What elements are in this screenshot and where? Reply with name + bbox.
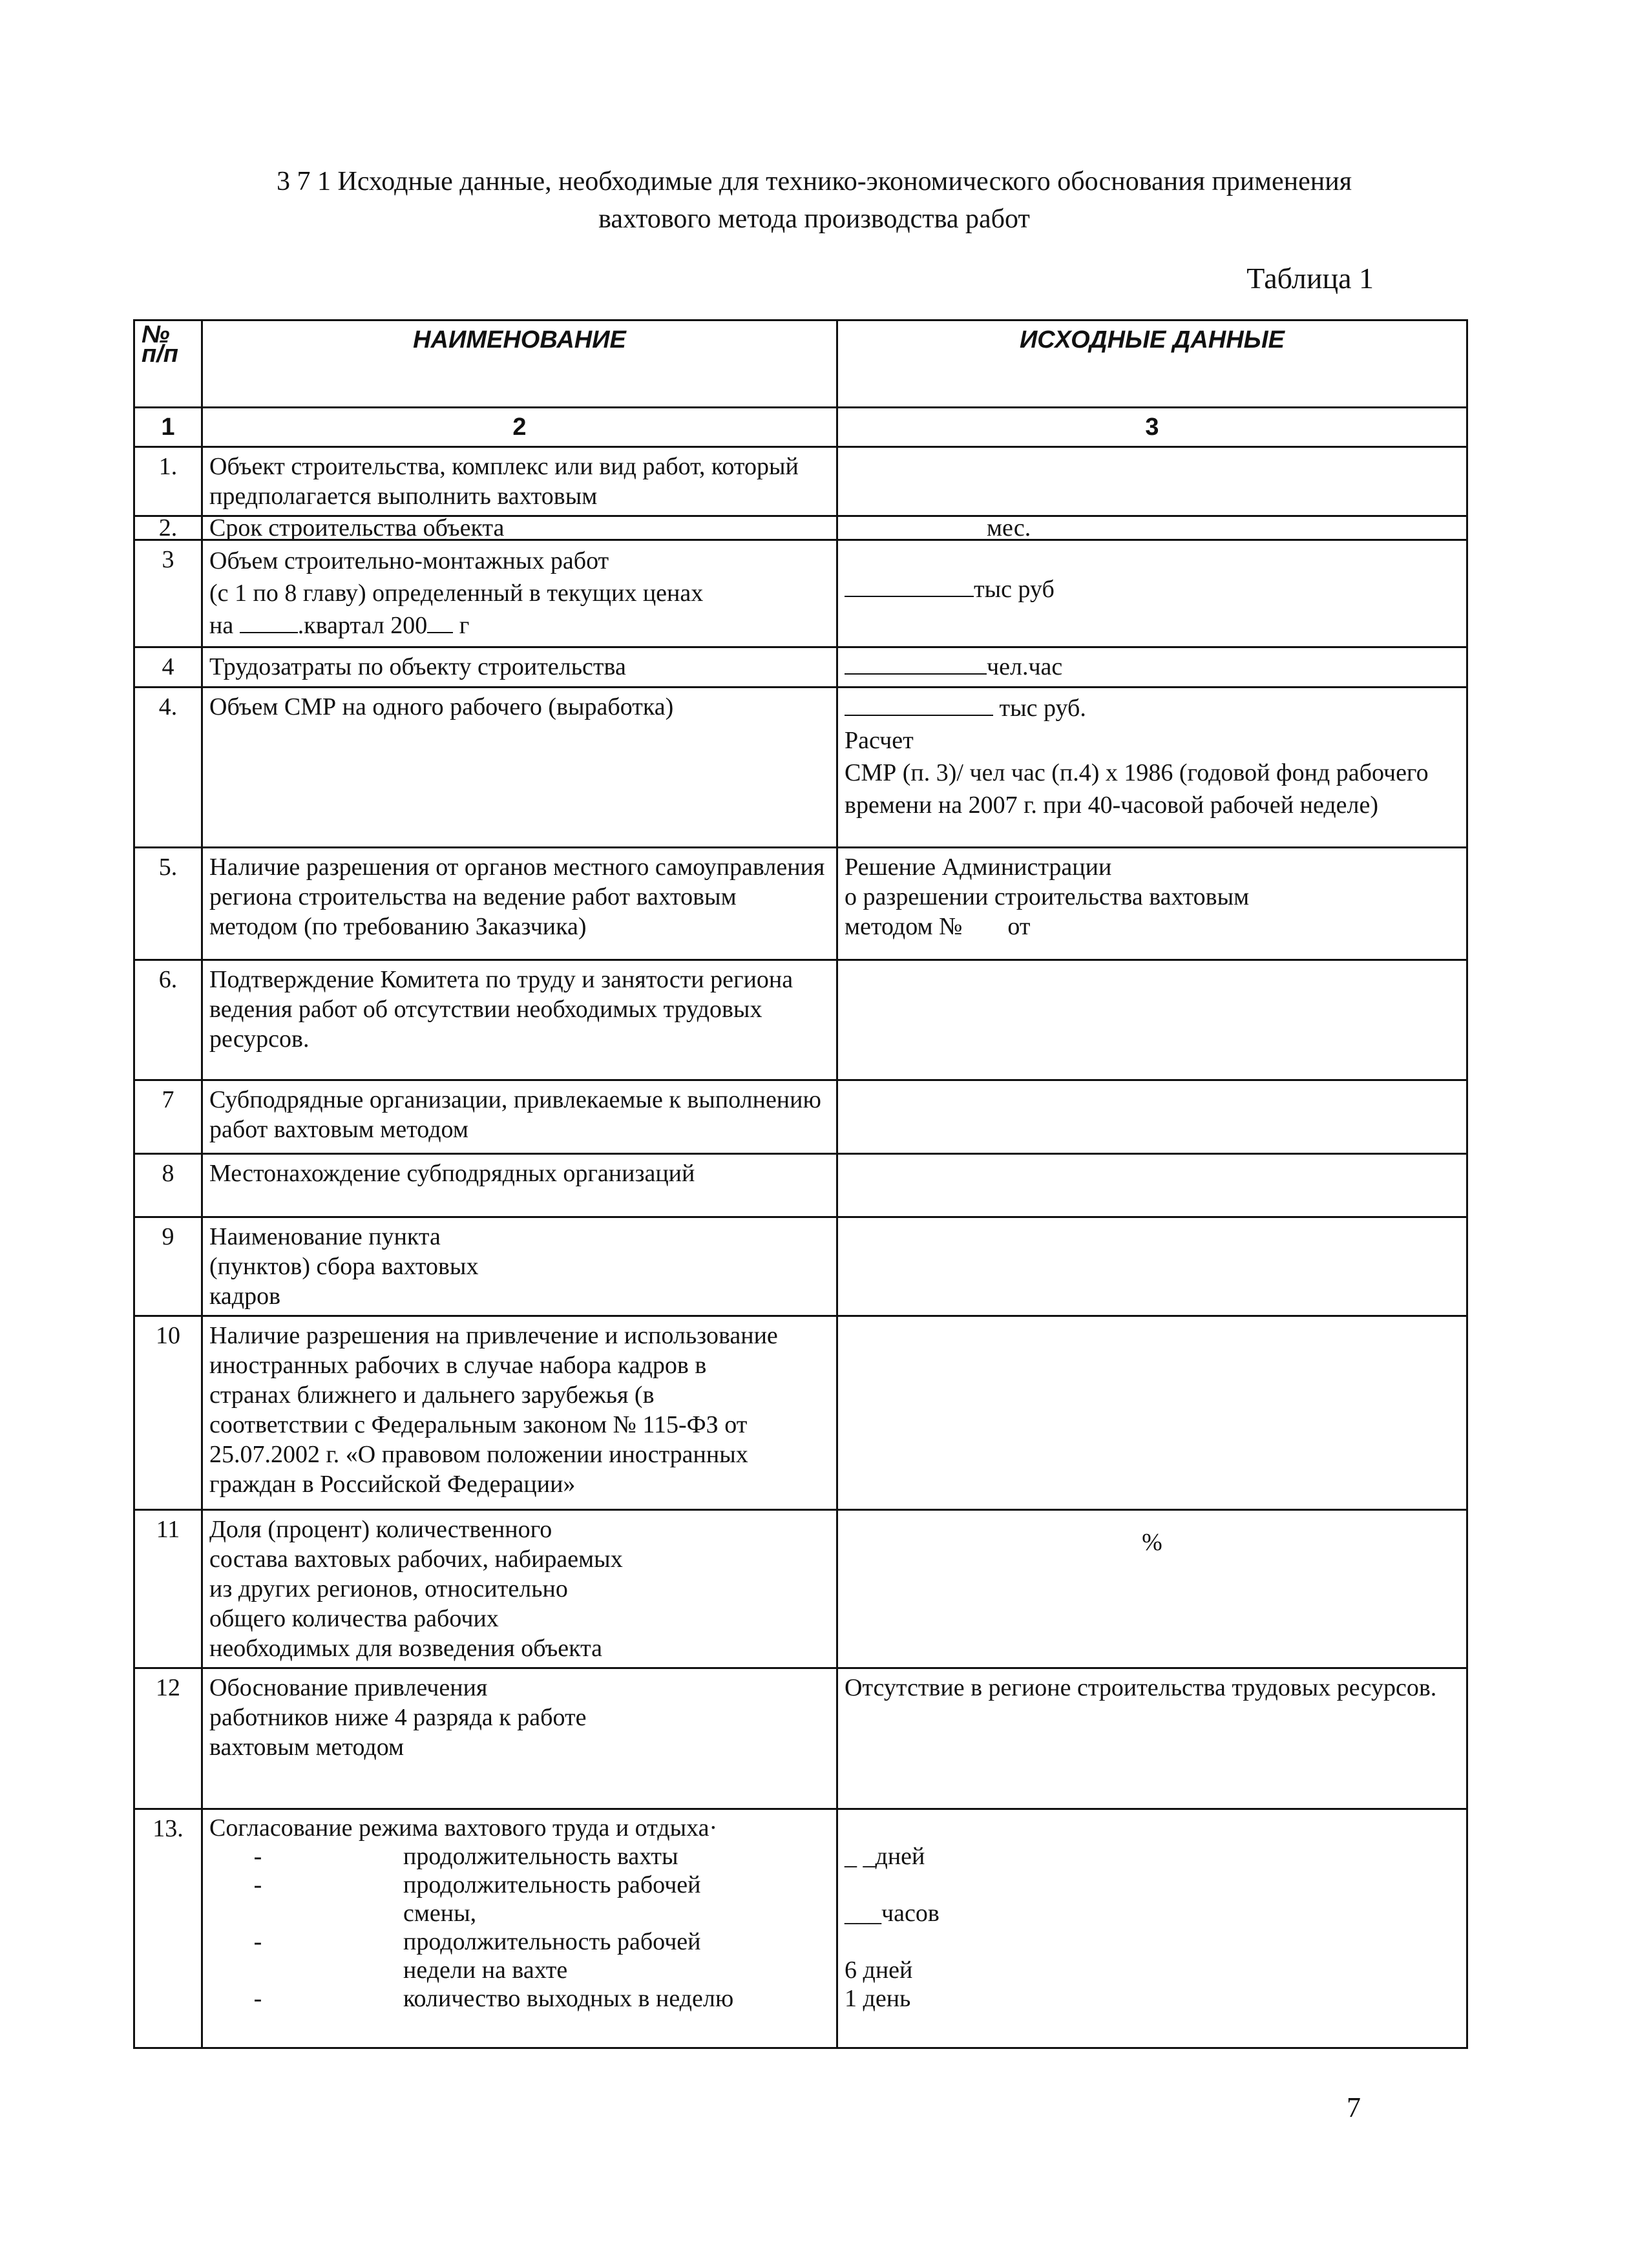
- table-row: [134, 447, 1467, 516]
- row-data: мес.: [837, 516, 1467, 540]
- row-number: 12: [134, 1668, 202, 1809]
- row-number: 9: [134, 1217, 202, 1316]
- table-row: [134, 688, 1467, 848]
- row-number: 11: [134, 1510, 202, 1668]
- table-row: [134, 647, 1467, 688]
- row-number: 1.: [134, 447, 202, 516]
- page-heading: [129, 163, 1499, 238]
- table-header-row: [134, 320, 1467, 408]
- table-caption: Таблица 1: [1246, 262, 1374, 295]
- row-name: Трудозатраты по объекту строительства: [202, 647, 837, 688]
- row-name: Наличие разрешения на привлечение и использование иностранных рабочих в случае набора кадров в странах ближнего и дальнего зарубежья (в соответствии с Федеральным законом № 115-ФЗ от 25.07.2002 г. «О правовом положении иностранных граждан в Российской Федерации»: [202, 1316, 837, 1510]
- regime-item: - продолжительность рабочей смены,: [253, 1871, 701, 1927]
- table-row: [134, 848, 1467, 960]
- row-data: чел.час: [837, 647, 1467, 688]
- source-data-table: [133, 319, 1468, 2049]
- table-row: [134, 1510, 1467, 1668]
- header-name: НАИМЕНОВАНИЕ: [202, 320, 837, 408]
- row-name: Обоснование привлечения работников ниже 4 разряда к работе вахтовым методом: [202, 1668, 837, 1809]
- row-data: [837, 447, 1467, 516]
- row-number: 10: [134, 1316, 202, 1510]
- table-row: [134, 1080, 1467, 1154]
- row-data: [837, 1217, 1467, 1316]
- regime-item: - продолжительность вахты: [253, 1843, 678, 1870]
- page-number: 7: [1347, 2092, 1361, 2123]
- table-row: [134, 960, 1467, 1080]
- table-row: [134, 1154, 1467, 1217]
- column-number-2: 2: [202, 408, 837, 447]
- row-number: 4.: [134, 688, 202, 848]
- row-name: Наличие разрешения от органов местного самоуправления региона строительства на ведение работ вахтовым методом (по требованию Заказчика): [202, 848, 837, 960]
- regime-value: 1 день: [845, 1985, 911, 2012]
- table-row: [134, 1668, 1467, 1809]
- regime-item: - продолжительность рабочей недели на вахте: [253, 1928, 701, 1984]
- column-number-3: 3: [837, 408, 1467, 447]
- row-number: 3: [134, 540, 202, 647]
- regime-value: 6 дней: [845, 1957, 913, 1984]
- row-number: 8: [134, 1154, 202, 1217]
- header-source-data: ИСХОДНЫЕ ДАННЫЕ: [837, 320, 1467, 408]
- row-data: тыс руб. Расчет СМР (п. 3)/ чел час (п.4) х 1986 (годовой фонд рабочего времени на 2007 г. при 40-часовой рабочей неделе): [837, 688, 1467, 848]
- row-name: Объект строительства, комплекс или вид работ, который предполагается выполнить вахтовым: [202, 447, 837, 516]
- row-name: Подтверждение Комитета по труду и занятости региона ведения работ об отсутствии необходимых трудовых ресурсов.: [202, 960, 837, 1080]
- row-data: [837, 1809, 1467, 2048]
- row-data: Решение Администрации о разрешении строительства вахтовым методом № от: [837, 848, 1467, 960]
- row-number: 6.: [134, 960, 202, 1080]
- table-row: [134, 1217, 1467, 1316]
- column-number-1: 1: [134, 408, 202, 447]
- regime-value: _ _дней: [845, 1843, 925, 1870]
- column-number-row: [134, 408, 1467, 447]
- table-row: [134, 516, 1467, 540]
- heading-line-2: вахтового метода производства работ: [598, 204, 1030, 234]
- row-name: Субподрядные организации, привлекаемые к выполнению работ вахтовым методом: [202, 1080, 837, 1154]
- row-name: Доля (процент) количественного состава вахтовых рабочих, набираемых из других регионов, относительно общего количества рабочих необходимых для возведения объекта: [202, 1510, 837, 1668]
- row-data: тыс руб: [837, 540, 1467, 647]
- row-number: 5.: [134, 848, 202, 960]
- row-data: Отсутствие в регионе строительства трудовых ресурсов.: [837, 1668, 1467, 1809]
- table-row: [134, 540, 1467, 647]
- row-number: 4: [134, 647, 202, 688]
- row-number: 7: [134, 1080, 202, 1154]
- row-name: Местонахождение субподрядных организаций: [202, 1154, 837, 1217]
- row-name: Срок строительства объекта: [202, 516, 837, 540]
- row-number: 2.: [134, 516, 202, 540]
- row-data: %: [837, 1510, 1467, 1668]
- row-name: Объем строительно-монтажных работ (с 1 по 8 главу) определенный в текущих ценах на .квартал 200 г: [202, 540, 837, 647]
- row-name: Наименование пункта (пунктов) сбора вахтовых кадров: [202, 1217, 837, 1316]
- row-data: [837, 1316, 1467, 1510]
- row-data: [837, 1080, 1467, 1154]
- row-name: Согласование режима вахтового труда и отдыха· - продолжительность вахты - продолжительность рабочей смены, - продолжительность рабочей недели на вахте - количество выходных в неделю: [202, 1809, 837, 2048]
- row-name: Объем СМР на одного рабочего (выработка): [202, 688, 837, 848]
- table-row: [134, 1316, 1467, 1510]
- row-number: 13.: [134, 1809, 202, 2048]
- row-data: [837, 960, 1467, 1080]
- row-data: [837, 1154, 1467, 1217]
- heading-line-1: 3 7 1 Исходные данные, необходимые для технико-экономического обоснования применения: [276, 167, 1352, 196]
- header-number: № п/п: [134, 320, 202, 408]
- regime-value: ___часов: [845, 1900, 940, 1927]
- regime-item: - количество выходных в неделю: [253, 1985, 734, 2012]
- table-row: [134, 1809, 1467, 2048]
